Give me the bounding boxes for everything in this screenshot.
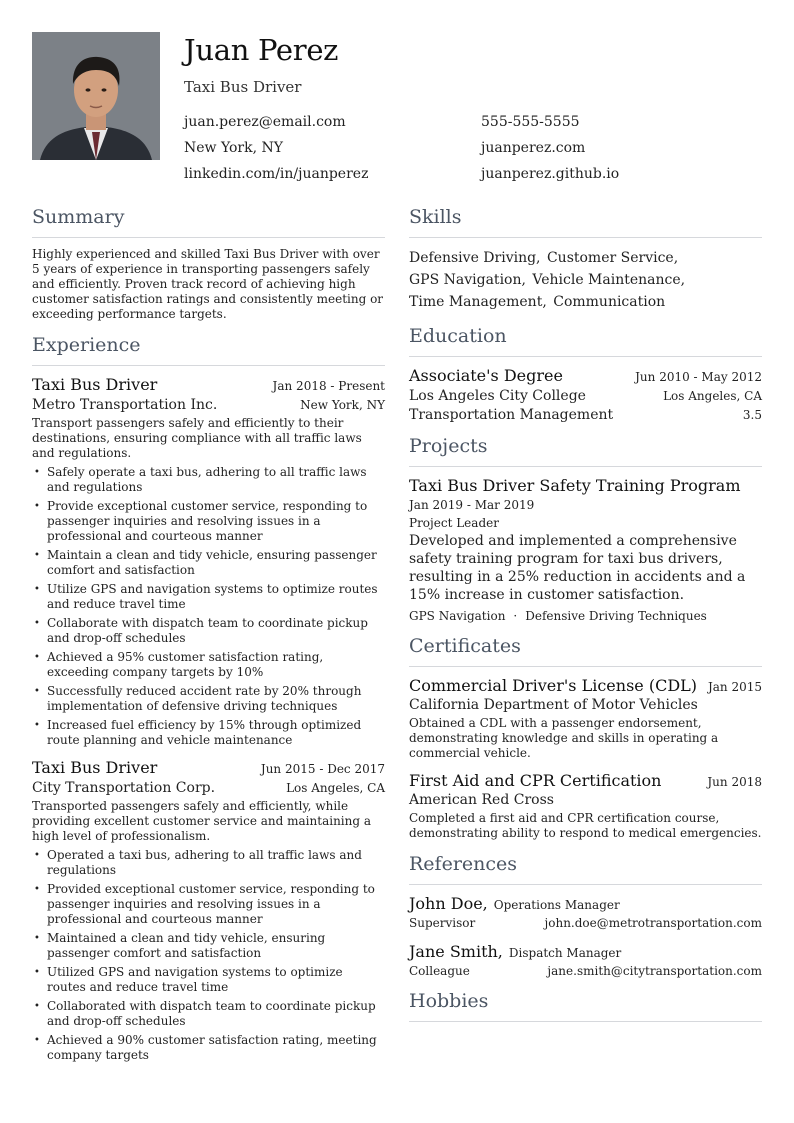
job-description: Transport passengers safely and efficiently to their destinations, ensuring compliance with all traffic laws and regulations. [32, 416, 362, 460]
education-field: Transportation Management [409, 407, 614, 423]
reference-name: John Doe, [409, 894, 488, 913]
certificate-date: Jan 2015 [707, 680, 762, 694]
certificate-name: First Aid and CPR Certification [409, 771, 662, 790]
education-gpa: 3.5 [742, 408, 762, 422]
skills-section [409, 206, 762, 313]
skill-item: GPS Navigation, [409, 272, 526, 288]
job-date: Jun 2015 - Dec 2017 [260, 762, 385, 776]
job-location: Los Angeles, CA [286, 781, 385, 795]
references-section [409, 853, 762, 978]
education-degree: Associate's Degree [409, 366, 563, 385]
job-description: Transported passengers safely and efficiently, while providing excellent customer service and maintaining a high level of professionalism. [32, 799, 372, 843]
projects-section [409, 435, 762, 623]
certificate-date: Jun 2018 [707, 775, 762, 789]
bullet-item: • Provide exceptional customer service, responding to passenger inquiries and resolving issues in a professional and courteous manner [32, 499, 385, 544]
education-location: Los Angeles, CA [663, 389, 762, 403]
location-text: New York, NY [184, 140, 283, 156]
section-title: Skills [409, 206, 762, 238]
project-role: Project Leader [409, 516, 499, 530]
bullet-item: • Utilized GPS and navigation systems to optimize routes and reduce travel time [32, 965, 385, 995]
website-link[interactable]: juanperez.com [481, 140, 586, 156]
github-link[interactable]: juanperez.github.io [481, 166, 620, 182]
project-keyword: GPS Navigation [409, 609, 506, 623]
certificate-name: Commercial Driver's License (CDL) [409, 676, 698, 695]
profile-photo [32, 32, 160, 160]
section-title: Summary [32, 206, 385, 238]
job-bullets [32, 465, 385, 748]
certificate-issuer: American Red Cross [409, 792, 554, 808]
bullet-item: • Collaborate with dispatch team to coordinate pickup and drop-off schedules [32, 616, 385, 646]
bullet-item: • Safely operate a taxi bus, adhering to all traffic laws and regulations [32, 465, 385, 495]
job-bullets [32, 848, 385, 1063]
left-column [32, 206, 385, 1075]
reference-entry [409, 942, 762, 978]
reference-name: Jane Smith, [409, 942, 503, 961]
job-entry [32, 758, 385, 1063]
section-title: Education [409, 325, 762, 357]
certificate-issuer: California Department of Motor Vehicles [409, 697, 698, 713]
bullet-item: • Maintained a clean and tidy vehicle, ensuring passenger comfort and satisfaction [32, 931, 385, 961]
skill-item: Time Management, [409, 294, 547, 310]
bullet-item: • Maintain a clean and tidy vehicle, ensuring passenger comfort and satisfaction [32, 548, 385, 578]
reference-position: Dispatch Manager [508, 946, 622, 960]
skill-item: Customer Service, [546, 250, 679, 266]
job-title: Taxi Bus Driver [32, 375, 158, 394]
email-link[interactable]: juan.perez@email.com [184, 114, 346, 130]
certificate-description: Obtained a CDL with a passenger endorsement, demonstrating knowledge and skills in operating a commercial vehicle. [409, 716, 719, 760]
reference-email[interactable]: john.doe@metrotransportation.com [544, 916, 762, 930]
project-keywords [409, 609, 762, 623]
project-title: Taxi Bus Driver Safety Training Program [409, 476, 741, 495]
project-keyword: Defensive Driving Techniques [525, 609, 707, 623]
bullet-item: • Achieved a 90% customer satisfaction rating, meeting company targets [32, 1033, 385, 1063]
bullet-item: • Increased fuel efficiency by 15% through optimized route planning and vehicle maintenance [32, 718, 385, 748]
keyword-separator: · [513, 609, 518, 623]
skill-item: Defensive Driving, [409, 250, 541, 266]
section-title: Experience [32, 334, 385, 366]
summary-section [32, 206, 385, 322]
bullet-item: • Operated a taxi bus, adhering to all traffic laws and regulations [32, 848, 385, 878]
job-company: City Transportation Corp. [32, 780, 216, 796]
skill-item: Vehicle Maintenance, [532, 272, 686, 288]
section-title: Projects [409, 435, 762, 467]
bullet-item: • Utilize GPS and navigation systems to optimize routes and reduce travel time [32, 582, 385, 612]
headline: Taxi Bus Driver [184, 78, 302, 96]
bullet-item: • Successfully reduced accident rate by 20% through implementation of defensive driving techniques [32, 684, 385, 714]
skill-item: Communication [553, 294, 666, 310]
candidate-name: Juan Perez [184, 33, 339, 67]
bullet-item: • Provided exceptional customer service, responding to passenger inquiries and resolving issues in a professional and courteous manner [32, 882, 385, 927]
phone-link[interactable]: 555-555-5555 [481, 114, 580, 130]
section-title: Hobbies [409, 990, 762, 1022]
bullet-item: • Achieved a 95% customer satisfaction rating, exceeding company targets by 10% [32, 650, 385, 680]
skills-list [409, 247, 762, 313]
linkedin-link[interactable]: linkedin.com/in/juanperez [184, 166, 369, 182]
education-school: Los Angeles City College [409, 388, 586, 404]
section-title: Certificates [409, 635, 762, 667]
experience-section [32, 334, 385, 1063]
job-location: New York, NY [300, 398, 385, 412]
reference-relation: Supervisor [409, 916, 476, 930]
education-section [409, 325, 762, 423]
summary-text: Highly experienced and skilled Taxi Bus Driver with over 5 years of experience in transporting passengers safely and efficiently. Proven track record of achieving high customer satisfaction ratings and consistently meeting or exceeding performance targets. [32, 247, 384, 321]
project-date: Jan 2019 - Mar 2019 [409, 498, 535, 512]
bullet-item: • Collaborated with dispatch team to coordinate pickup and drop-off schedules [32, 999, 385, 1029]
job-title: Taxi Bus Driver [32, 758, 158, 777]
job-company: Metro Transportation Inc. [32, 397, 218, 413]
certificate-description: Completed a first aid and CPR certification course, demonstrating ability to respond to medical emergencies. [409, 811, 762, 840]
hobbies-section [409, 990, 762, 1022]
reference-position: Operations Manager [493, 898, 620, 912]
reference-email[interactable]: jane.smith@citytransportation.com [547, 964, 762, 978]
certificates-section [409, 635, 762, 841]
right-column [409, 206, 762, 1034]
section-title: References [409, 853, 762, 885]
certificate-entry [409, 771, 762, 841]
job-entry [32, 375, 385, 748]
education-date: Jun 2010 - May 2012 [635, 370, 762, 384]
reference-entry [409, 894, 762, 930]
project-description: Developed and implemented a comprehensive safety training program for taxi bus drivers, resulting in a 25% reduction in accidents and a 15% increase in customer satisfaction. [409, 533, 746, 603]
reference-relation: Colleague [409, 964, 470, 978]
certificate-entry [409, 676, 762, 761]
job-date: Jan 2018 - Present [272, 379, 385, 393]
